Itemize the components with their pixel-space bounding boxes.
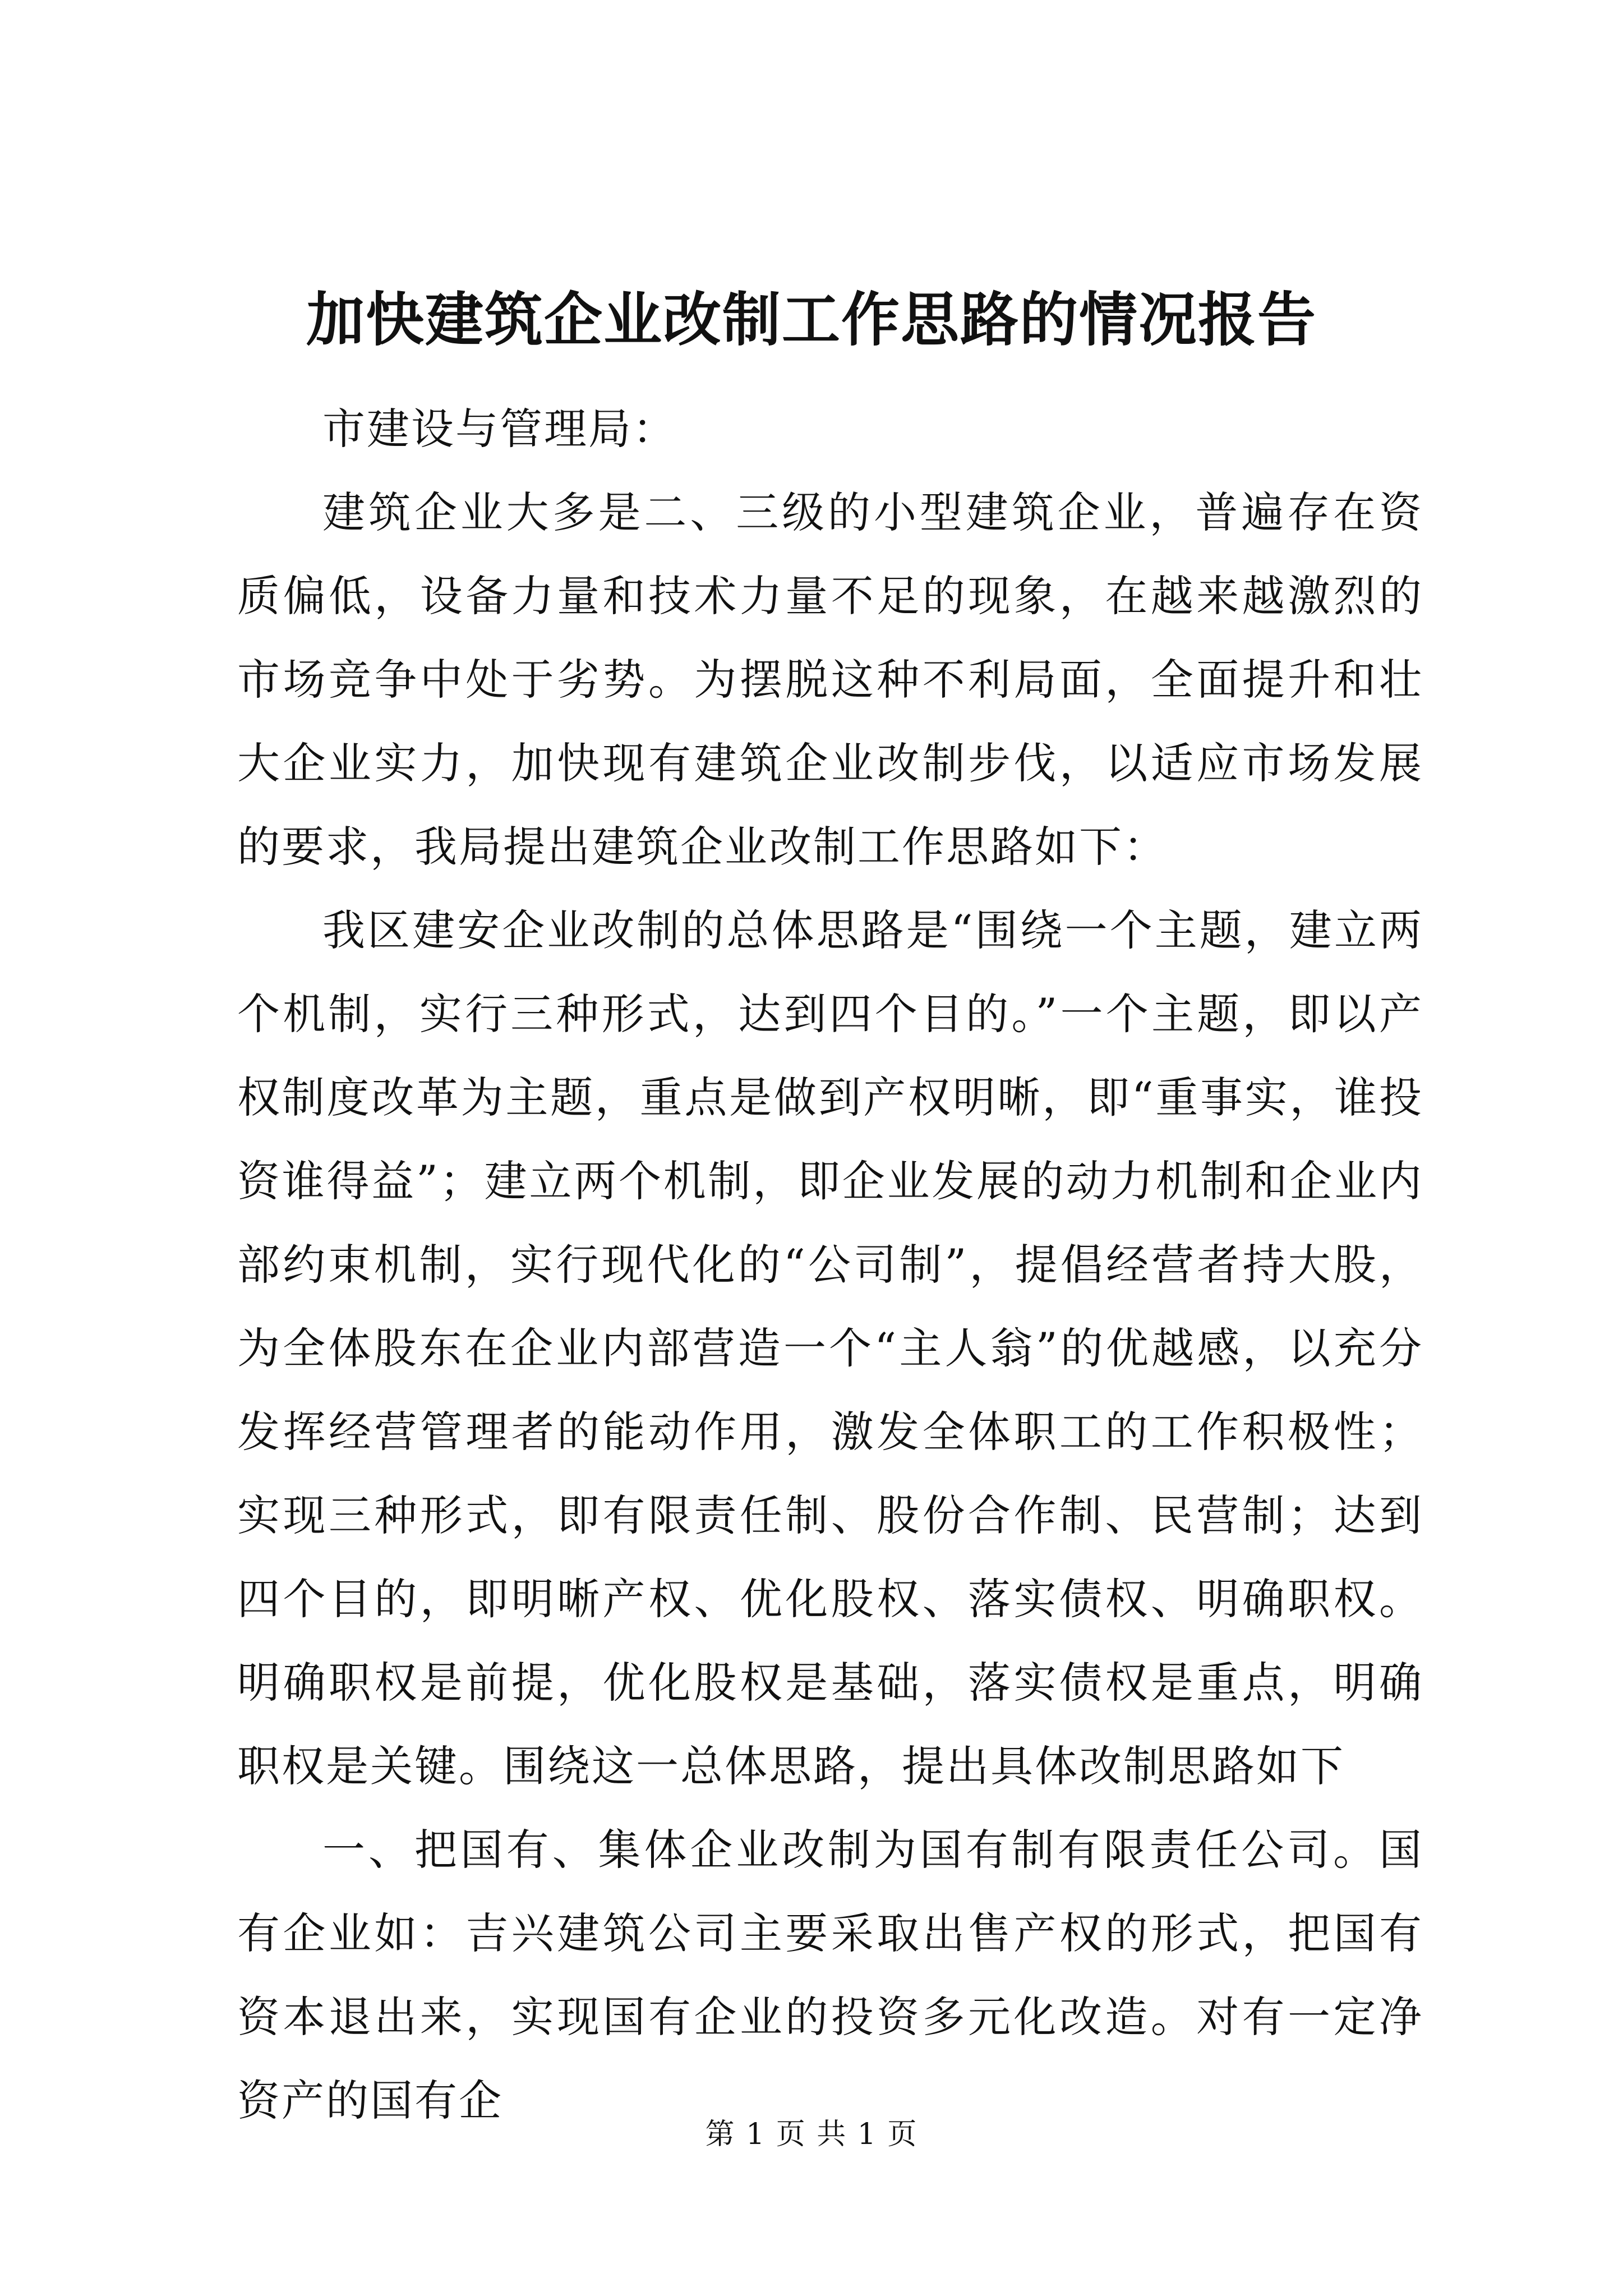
paragraph-overall-approach: 我区建安企业改制的总体思路是“围绕一个主题，建立两个机制，实行三种形式，达到四个目的。”一个主题，即以产权制度改革为主题，重点是做到产权明晰，即“重事实，谁投资谁得益”；建立两个机制，即企业发展的动力机制和企业内部约束机制，实行现代化的“公司制”，提倡经营者持大股，为全体股东在企业内部营造一个“主人翁”的优越感，以充分发挥经营管理者的能动作用，激发全体职工的工作积极性；实现三种形式，即有限责任制、股份合作制、民营制；达到四个目的，即明晰产权、优化股权、落实债权、明确职权。明确职权是前提，优化股权是基础，落实债权是重点，明确职权是关键。围绕这一总体思路，提出具体改制思路如下 [237, 905, 1423, 1791]
salutation: 市建设与管理局： [322, 404, 677, 454]
document-body [237, 387, 1423, 2142]
page-number: 第 1 页 共 1 页 [705, 2118, 918, 2151]
document-title: 加快建筑企业改制工作思路的情况报告 [306, 285, 1317, 354]
paragraph-intro: 建筑企业大多是二、三级的小型建筑企业，普遍存在资质偏低，设备力量和技术力量不足的现象，在越来越激烈的市场竞争中处于劣势。为摆脱这种不利局面，全面提升和壮大企业实力，加快现有建筑企业改制步伐，以适应市场发展的要求，我局提出建筑企业改制工作思路如下： [237, 487, 1423, 872]
paragraph-section-one: 一、把国有、集体企业改制为国有制有限责任公司。国有企业如：吉兴建筑公司主要采取出售产权的形式，把国有资本退出来，实现国有企业的投资多元化改造。对有一定净资产的国有企 [237, 1825, 1423, 2125]
